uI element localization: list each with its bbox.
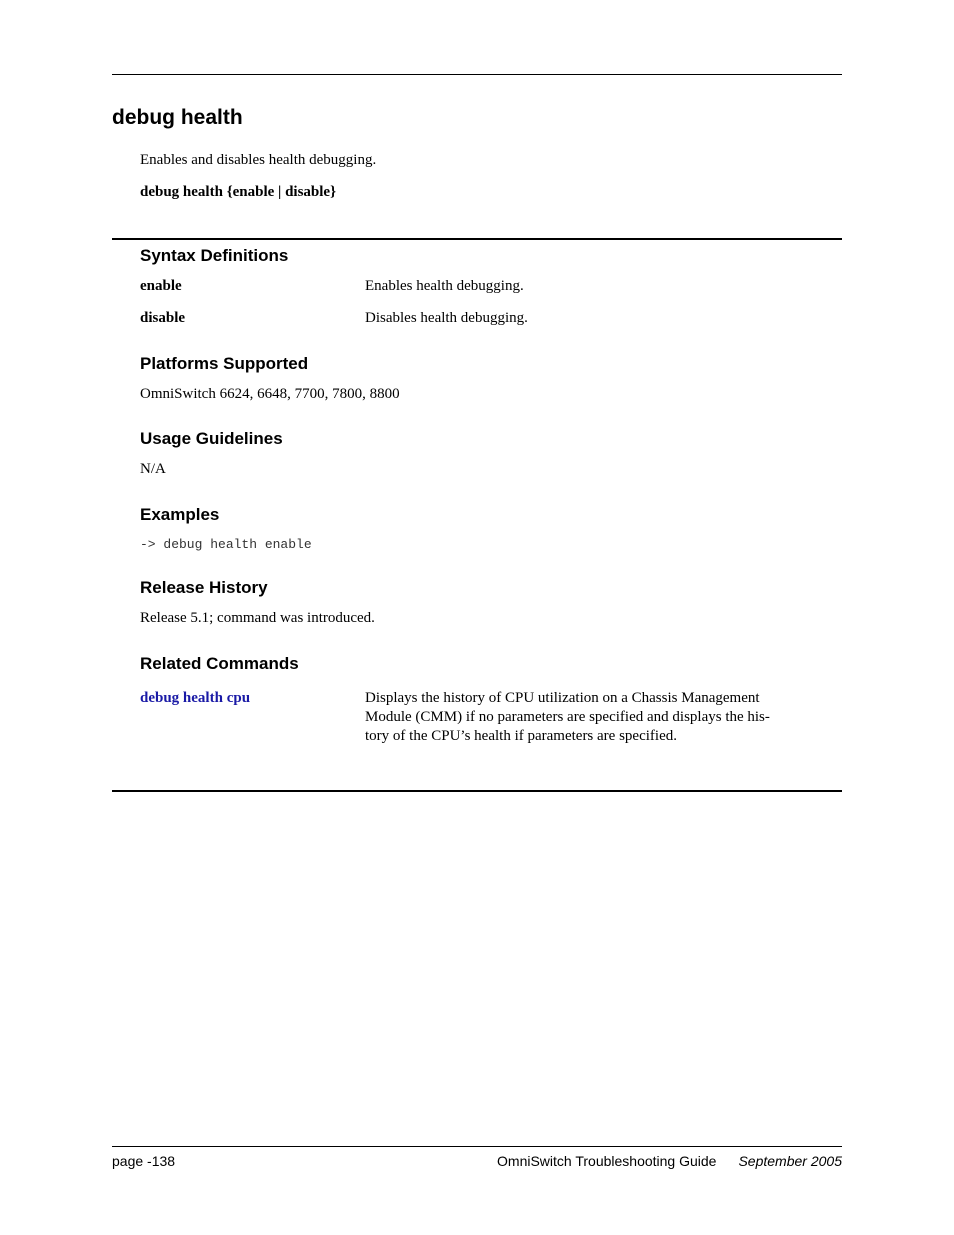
syntax-definitions-heading: Syntax Definitions bbox=[140, 246, 289, 265]
usage-heading: Usage Guidelines bbox=[140, 429, 283, 448]
footer-date: September 2005 bbox=[738, 1153, 842, 1169]
release-heading: Release History bbox=[140, 578, 268, 597]
footer-guide-title: OmniSwitch Troubleshooting Guide bbox=[497, 1153, 717, 1169]
usage-text: N/A bbox=[140, 461, 166, 477]
page-title: debug health bbox=[112, 106, 243, 129]
platforms-text: OmniSwitch 6624, 6648, 7700, 7800, 8800 bbox=[140, 386, 400, 402]
section-rule bbox=[112, 238, 842, 240]
example-code: -> debug health enable bbox=[140, 537, 312, 552]
syntax-term-enable: enable bbox=[140, 278, 182, 294]
related-description-line: Module (CMM) if no parameters are specified and displays the his- bbox=[365, 709, 770, 725]
footer-guide-info bbox=[497, 1152, 842, 1170]
footer-page-number: page -138 bbox=[112, 1153, 176, 1169]
footer-rule bbox=[112, 1146, 842, 1147]
release-text: Release 5.1; command was introduced. bbox=[140, 610, 375, 626]
related-heading: Related Commands bbox=[140, 654, 299, 673]
end-rule bbox=[112, 790, 842, 792]
platforms-heading: Platforms Supported bbox=[140, 354, 309, 373]
examples-heading: Examples bbox=[140, 505, 220, 524]
command-syntax: debug health {enable | disable} bbox=[140, 184, 336, 200]
related-description-line: Displays the history of CPU utilization on a Chassis Management bbox=[365, 690, 760, 706]
related-command-link[interactable]: debug health cpu bbox=[140, 690, 251, 706]
related-command-description bbox=[365, 689, 815, 746]
command-description: Enables and disables health debugging. bbox=[140, 152, 377, 168]
header-rule bbox=[112, 74, 842, 75]
syntax-term-disable: disable bbox=[140, 310, 186, 326]
related-description-line: tory of the CPU’s health if parameters are specified. bbox=[365, 728, 677, 744]
syntax-definition-enable: Enables health debugging. bbox=[365, 278, 524, 294]
syntax-definition-disable: Disables health debugging. bbox=[365, 310, 528, 326]
